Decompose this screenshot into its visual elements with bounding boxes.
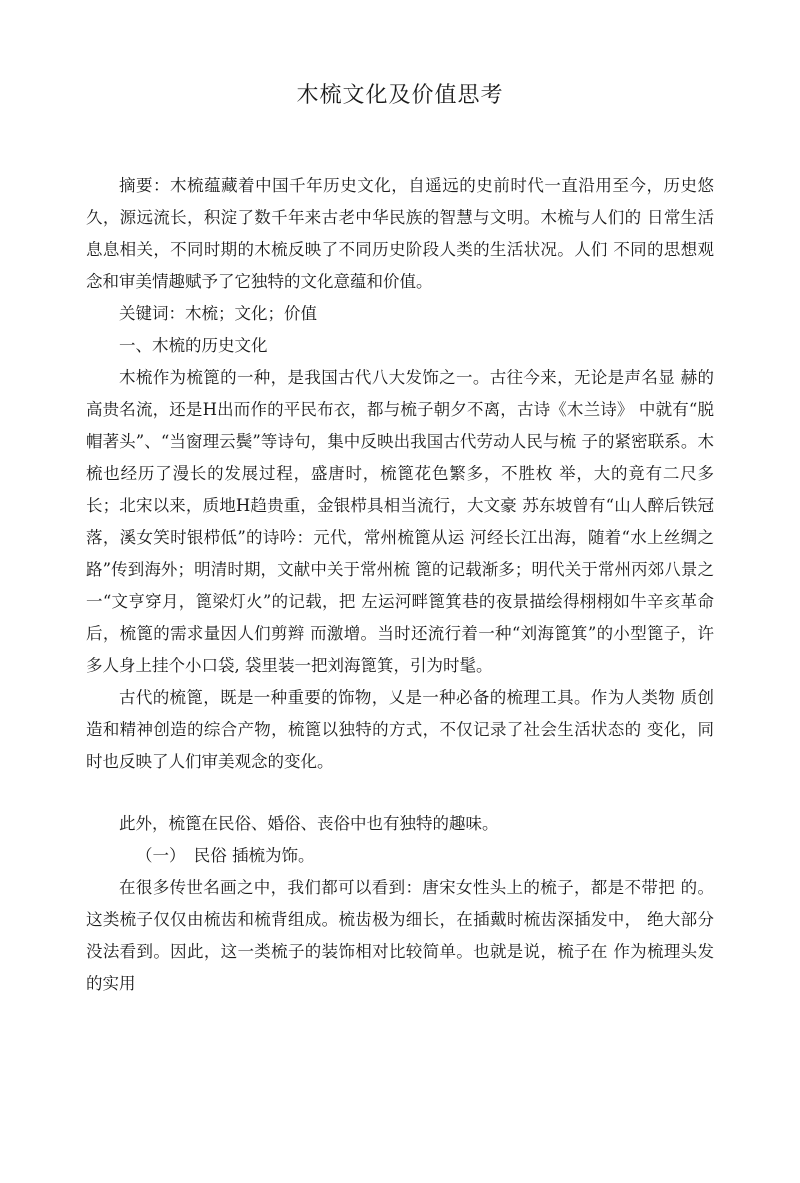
- customs-intro-paragraph: 此外，梳篦在民俗、婚俗、丧俗中也有独特的趣味。: [119, 814, 499, 833]
- history-paragraph: 木梳作为梳篦的一种，是我国古代八大发饰之一。古往今来，无论是声名显 赫的高贵名流，还是H出而作的平民布衣，都与梳子朝夕不离，古诗《木兰诗》 中就有“脱帽著头”、“当窗理云鬓”等诗句，集中反映出我国古代劳动人民与梳 子的紧密联系。木梳也经历了漫长的发展过程，盛唐时，梳篦花色繁多，不胜枚 举，大的竟有二尺多长；北宋以来，质地H趋贵重，金银栉具相当流行，大文豪 苏东坡曾有“山人醉后铁冠落，溪女笑时银栉低”的诗吟：元代，常州梳篦从运 河经长江出海，随着“水上丝绸之路”传到海外；明清时期，文献中关于常州梳 篦的记载渐多；明代关于常州丙郊八景之一“文亨穿月，篦梁灯火”的记载，把 左运河畔篦箕巷的夜景描绘得栩栩如牛辛亥革命后，梳篦的需求量因人们剪辫 而激增。当时还流行着一种“刘海篦箕”的小型篦子，许多人身上挂个小口袋, 袋里装一把刘海篦箕，引为时髦。: [86, 368, 714, 675]
- keywords-paragraph: 关键词：木梳；文化；价值: [119, 304, 317, 323]
- paragraph-gap: [86, 778, 714, 808]
- comb-function-paragraph: 古代的梳篦，既是一种重要的饰物，乂是一种必备的梳理工具。作为人类物 质创造和精神创造的综合产物，梳篦以独特的方式，不仅记录了社会生活状态的 变化，同时也反映了人们审美观念的变化。: [86, 688, 714, 771]
- section-heading-history: 一、木梳的历史文化: [119, 336, 268, 355]
- abstract-paragraph: 摘要：木梳蕴藏着中国千年历史文化，自遥远的史前时代一直沿用至今，历史悠久，源远流长，积淀了数千年来古老中华民族的智慧与文明。木梳与人们的 日常生活息息相关，不同时期的木梳反映了不同历史阶段人类的生活状况。人们 不同的思想观念和审美情趣赋予了它独特的文化意蕴和价值。: [86, 176, 714, 291]
- document-body: [86, 170, 714, 1000]
- famous-paintings-paragraph: 在很多传世名画之中，我们都可以看到：唐宋女性头上的梳子，都是不带把 的。这类梳子仅仅由梳齿和梳背组成。梳齿极为细长，在插戴时梳齿深插发中， 绝大部分没法看到。因此，这一类梳子的装饰相对比较简单。也就是说，梳子在 作为梳理头发的实用: [86, 878, 714, 993]
- subsection-heading-folk: （一） 民俗 插梳为饰。: [136, 846, 315, 865]
- document-title: 木梳文化及价值思考: [296, 83, 504, 108]
